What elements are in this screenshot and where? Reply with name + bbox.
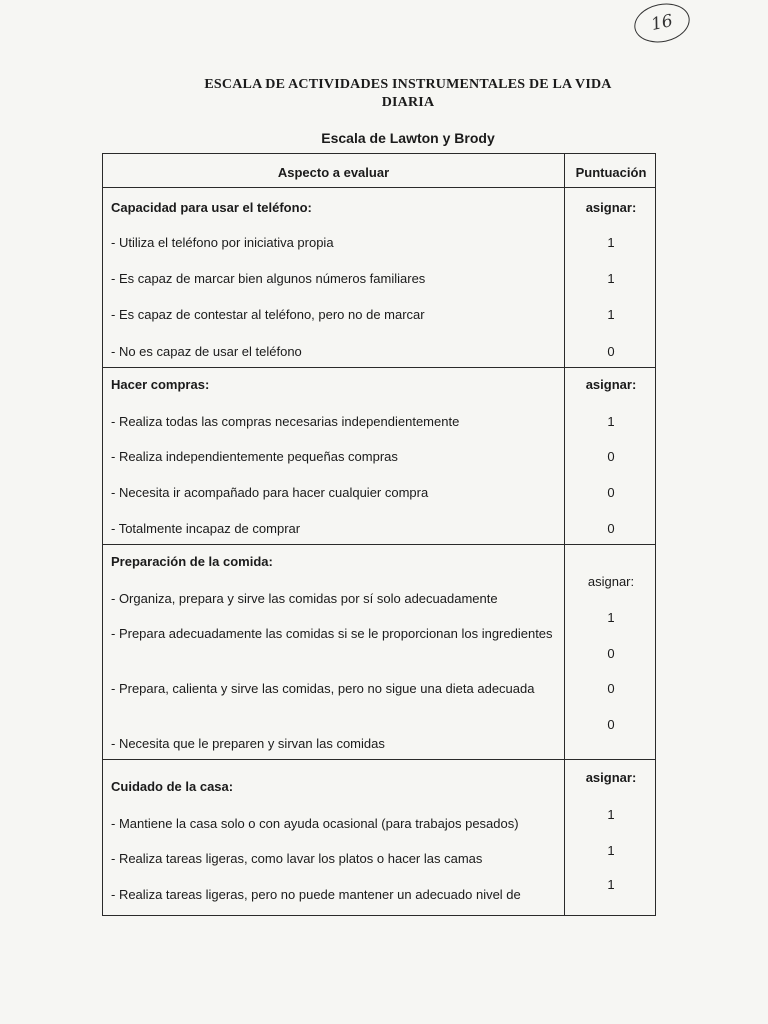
item-text: - Utiliza el teléfono por iniciativa propia	[111, 235, 334, 250]
item-text: - Realiza tareas ligeras, como lavar los platos o hacer las camas	[111, 851, 483, 866]
document-subtitle: Escala de Lawton y Brody	[321, 130, 495, 146]
item-score: 0	[607, 717, 615, 732]
assign-label-comida: asignar:	[587, 574, 635, 589]
item-score: 0	[607, 681, 615, 696]
item-text: - Prepara, calienta y sirve las comidas, pero no sigue una dieta adecuada	[111, 681, 535, 696]
section-title-compras: Hacer compras:	[111, 377, 210, 392]
item-score: 1	[607, 307, 615, 322]
item-score: 1	[607, 271, 615, 286]
assign-label-casa: asignar:	[585, 770, 637, 785]
document-title	[150, 76, 666, 112]
header-score: Puntuación	[575, 165, 647, 180]
item-score: 0	[607, 485, 615, 500]
item-score: 0	[607, 344, 615, 359]
section-divider	[103, 367, 655, 368]
item-text: - Totalmente incapaz de comprar	[111, 521, 301, 536]
item-text: - Realiza independientemente pequeñas compras	[111, 449, 398, 464]
item-text: - Es capaz de contestar al teléfono, pero no de marcar	[111, 307, 425, 322]
item-text: - Prepara adecuadamente las comidas si se le proporcionan los ingredientes	[111, 626, 553, 641]
item-score: 0	[607, 521, 615, 536]
section-divider	[103, 759, 655, 760]
title-line-1: ESCALA DE ACTIVIDADES INSTRUMENTALES DE LA VIDA	[204, 77, 612, 92]
item-text: - Organiza, prepara y sirve las comidas por sí solo adecuadamente	[111, 591, 498, 606]
item-score: 0	[607, 646, 615, 661]
assign-label-compras: asignar:	[585, 377, 637, 392]
page-number-stamp	[631, 0, 694, 47]
section-title-telefono: Capacidad para usar el teléfono:	[111, 200, 312, 215]
section-title-comida: Preparación de la comida:	[111, 554, 273, 569]
item-score: 1	[607, 807, 615, 822]
title-line-2: DIARIA	[381, 95, 435, 110]
item-text: - Necesita que le preparen y sirvan las comidas	[111, 736, 385, 751]
assign-label-telefono: asignar:	[585, 200, 637, 215]
header-aspect: Aspecto a evaluar	[277, 165, 390, 180]
header-divider	[103, 187, 655, 188]
item-score: 1	[607, 235, 615, 250]
item-text: - No es capaz de usar el teléfono	[111, 344, 302, 359]
item-score: 1	[607, 610, 615, 625]
item-score: 1	[607, 877, 615, 892]
section-divider	[103, 544, 655, 545]
section-title-casa: Cuidado de la casa:	[111, 779, 234, 794]
item-score: 1	[607, 414, 615, 429]
lawton-brody-table	[102, 153, 656, 916]
item-text: - Realiza todas las compras necesarias independientemente	[111, 414, 460, 429]
item-score: 0	[607, 449, 615, 464]
page-number: 16	[649, 10, 675, 36]
item-text: - Mantiene la casa solo o con ayuda ocasional (para trabajos pesados)	[111, 816, 519, 831]
item-text: - Es capaz de marcar bien algunos números familiares	[111, 271, 426, 286]
item-text: - Necesita ir acompañado para hacer cualquier compra	[111, 485, 429, 500]
item-score: 1	[607, 843, 615, 858]
item-text: - Realiza tareas ligeras, pero no puede mantener un adecuado nivel de	[111, 887, 521, 902]
